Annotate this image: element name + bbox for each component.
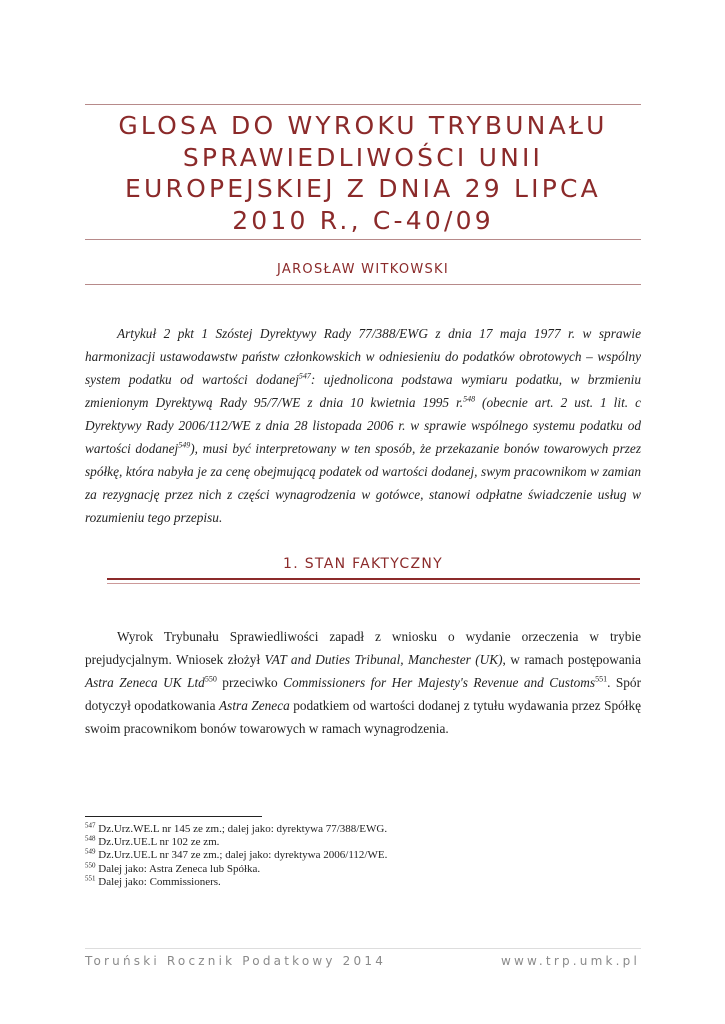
footnote-ref-547[interactable]: 547: [298, 371, 311, 381]
footnote-ref-548[interactable]: 548: [463, 394, 476, 404]
footnote-text: Dz.Urz.UE.L nr 347 ze zm.; dalej jako: dyrektywa 2006/112/WE.: [95, 849, 388, 862]
abstract-text-3: (obecnie art. 2 ust. 1 lit. c Dyrektywy Rady 2006/112/WE z dnia 28 listopada 2006 r. w sprawie wspólnego systemu podatku od wartości dodanej: [85, 395, 641, 456]
footnote-ref-550[interactable]: 550: [204, 674, 217, 684]
body-text-5: podatkiem od wartości dodanej z tytułu wydawania przez Spółkę swoim pracownikom bonów towarowych w ramach wynagrodzenia.: [85, 698, 641, 736]
footnote-ref-549[interactable]: 549: [178, 440, 191, 450]
footer-journal-name: Toruński Rocznik Podatkowy 2014: [85, 954, 387, 968]
title-top-rule: [85, 104, 641, 105]
body-text-4: . Spór dotyczył opodatkowania: [85, 675, 641, 713]
title-line-1: GLOSA DO WYROKU TRYBUNAŁU: [118, 111, 608, 140]
body-text-1: Wyrok Trybunału Sprawiedliwości zapadł z wniosku o wydanie orzeczenia w trybie prejudycjalnym. Wniosek złożył: [85, 629, 641, 667]
body-paragraph: [85, 625, 641, 740]
body-text-2: , w ramach postępowania: [502, 652, 641, 667]
title-bottom-rule: [85, 239, 641, 240]
author-name: JAROSŁAW WITKOWSKI: [276, 262, 450, 277]
footnote-number: 549: [85, 847, 96, 856]
footnote-text: Dz.Urz.UE.L nr 102 ze zm.: [95, 836, 220, 849]
body-text-3: przeciwko: [216, 675, 284, 690]
footnote-547: [85, 823, 641, 836]
footnote-ref-551[interactable]: 551: [595, 674, 608, 684]
footnote-number: 551: [85, 874, 96, 883]
footnotes: [85, 823, 641, 889]
footnote-549: [85, 849, 641, 862]
abstract-paragraph: [85, 322, 641, 529]
body-italic-1: VAT and Duties Tribunal, Manchester (UK): [264, 652, 503, 667]
section-rule-thin: [107, 583, 640, 584]
author-rule: [85, 284, 641, 285]
footnote-number: 550: [85, 860, 96, 869]
section-rule-thick: [107, 578, 640, 580]
abstract-text-4: ), musi być interpretowany w ten sposób, że przekazanie bonów towarowych przez spółkę, która nabyła je za cenę obejmującą podatek od wartości dodanej, swym pracownikom w zamian za rezygnację przez nich z części wynagrodzenia w gotówce, stanowi odpłatne świadczenie usług w rozumieniu tego przepisu.: [85, 441, 641, 525]
title-line-3: EUROPEJSKIEJ Z DNIA 29 LIPCA: [125, 174, 601, 203]
body-italic-2: Astra Zeneca UK Ltd: [85, 675, 205, 690]
abstract-text-1: Artykuł 2 pkt 1 Szóstej Dyrektywy Rady 77/388/EWG z dnia 17 maja 1977 r. w sprawie harmonizacji ustawodawstw państw członkowskich w odniesieniu do podatków obrotowych – wspólny system podatku od wartości dodanej: [85, 326, 641, 387]
title-line-4: 2010 R., C-40/09: [232, 205, 494, 235]
body-italic-3: Commissioners for Her Majesty's Revenue and Customs: [283, 675, 596, 690]
footer-rule: [85, 948, 641, 949]
footnote-548: [85, 836, 641, 849]
footnote-550: [85, 860, 641, 876]
abstract-text-2: : ujednolicona podstawa wymiaru podatku, w brzmieniu zmienionym Dyrektywą Rady 95/7/WE z dnia 10 kwietnia 1995 r.: [85, 372, 641, 410]
footnote-text: Dz.Urz.WE.L nr 145 ze zm.; dalej jako: dyrektywa 77/388/EWG.: [95, 823, 388, 835]
footnote-separator: [85, 816, 262, 817]
footnote-551: [85, 876, 641, 889]
article-title: [85, 110, 641, 236]
footnote-text: Dalej jako: Commissioners.: [95, 875, 221, 888]
body-italic-4: Astra Zeneca: [219, 698, 290, 713]
footnote-number: 547: [85, 821, 96, 830]
section-heading: 1. STAN FAKTYCZNY: [283, 556, 443, 572]
footnote-text: Dalej jako: Astra Zeneca lub Spółka.: [95, 862, 261, 875]
footnote-number: 548: [85, 834, 96, 843]
title-line-2: SPRAWIEDLIWOŚCI UNII: [182, 142, 544, 172]
footer-website-link[interactable]: www.trp.umk.pl: [500, 954, 640, 968]
